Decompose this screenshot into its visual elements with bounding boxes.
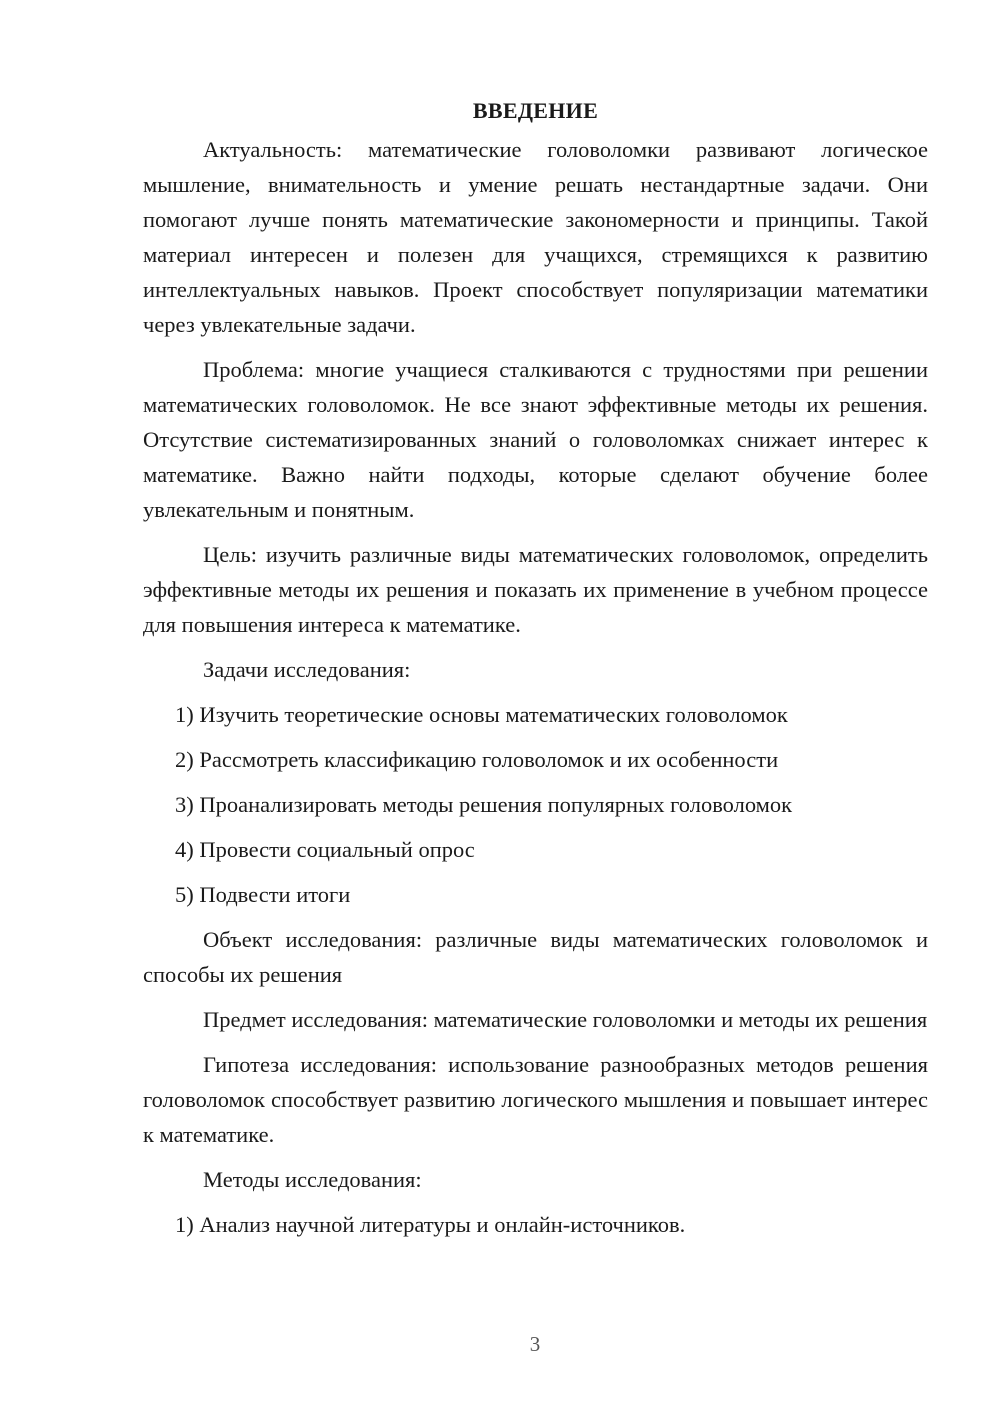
- page-number: 3: [529, 1332, 541, 1356]
- task-item-2: 2) Рассмотреть классификацию головоломок и их особенности: [175, 747, 779, 772]
- task-item-4: 4) Провести социальный опрос: [175, 837, 475, 862]
- paragraph-subject: Предмет исследования: математические головоломки и методы их решения: [203, 1007, 928, 1032]
- task-item-5: 5) Подвести итоги: [175, 882, 351, 907]
- paragraph-object: Объект исследования: различные виды математических головоломок и способы их решения: [143, 927, 928, 987]
- paragraph-goal: Цель: изучить различные виды математических головоломок, определить эффективные методы их решения и показать их применение в учебном процессе для повышения интереса к математике.: [143, 542, 928, 637]
- task-item-3: 3) Проанализировать методы решения популярных головоломок: [175, 792, 793, 817]
- methods-heading: Методы исследования:: [203, 1167, 422, 1192]
- method-item-1: 1) Анализ научной литературы и онлайн-источников.: [175, 1212, 686, 1237]
- paragraph-relevance: Актуальность: математические головоломки развивают логическое мышление, внимательность и умение решать нестандартные задачи. Они помогают лучше понять математические закономерности и принципы. Такой материал интересен и полезен для учащихся, стремящихся к развитию интеллектуальных навыков. Проект способствует популяризации математики через увлекательные задачи.: [143, 137, 928, 337]
- paragraph-hypothesis: Гипотеза исследования: использование разнообразных методов решения головоломок способствует развитию логического мышления и повышает интерес к математике.: [143, 1052, 928, 1147]
- page-content: [143, 96, 928, 1252]
- task-item-1: 1) Изучить теоретические основы математических головоломок: [175, 702, 788, 727]
- paragraph-problem: Проблема: многие учащиеся сталкиваются с трудностями при решении математических головоломок. Не все знают эффективные методы их решения. Отсутствие систематизированных знаний о головоломках снижает интерес к математике. Важно найти подходы, которые сделают обучение более увлекательным и понятным.: [143, 357, 928, 522]
- section-title: ВВЕДЕНИЕ: [472, 98, 599, 123]
- tasks-heading: Задачи исследования:: [203, 657, 411, 682]
